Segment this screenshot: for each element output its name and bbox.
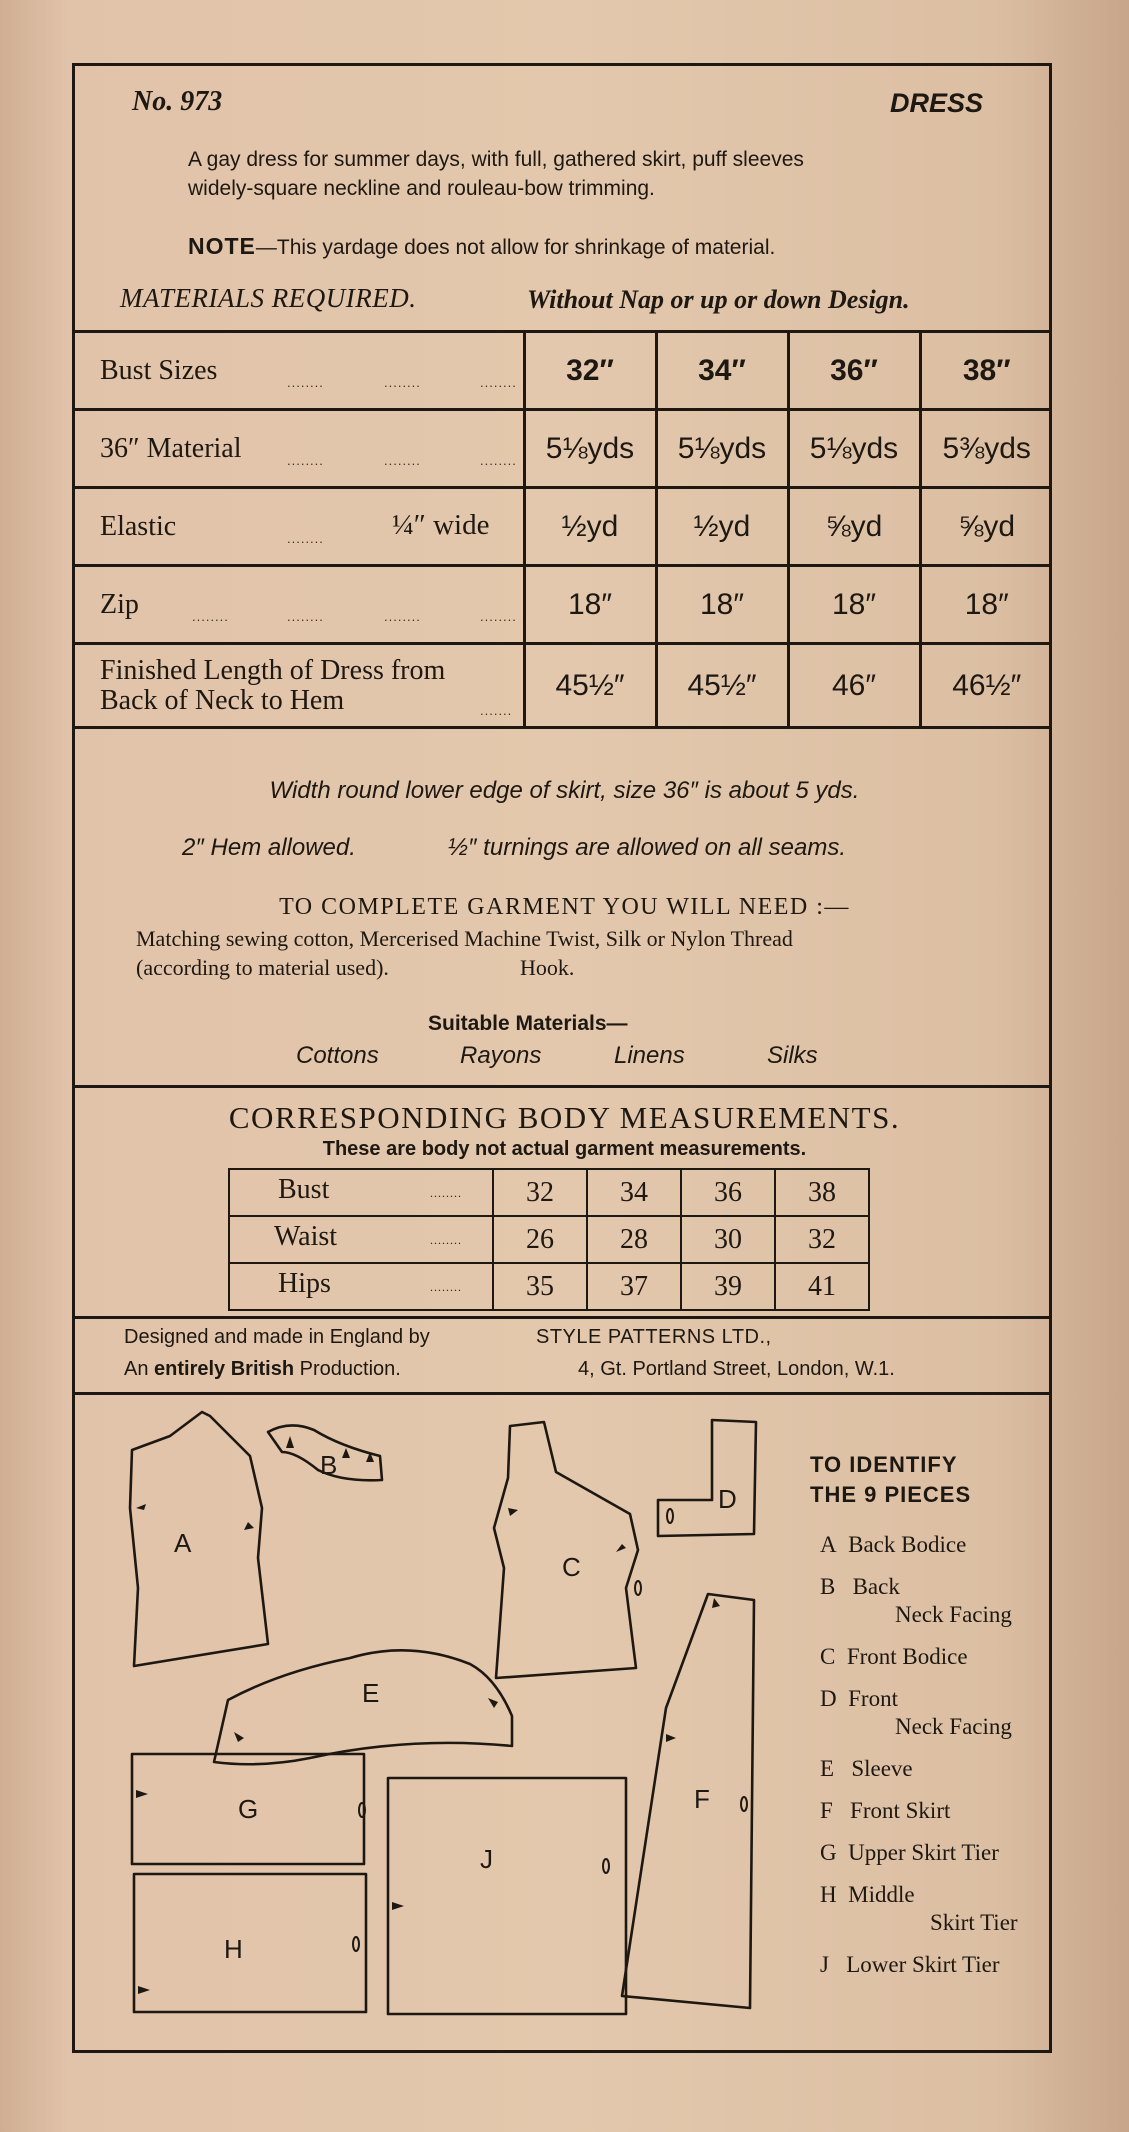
- piece-name-line-2: Neck Facing: [895, 1602, 1012, 1627]
- suitable-material-item: Linens: [614, 1042, 685, 1069]
- piece-label: E: [362, 1678, 380, 1708]
- piece-name: Back Bodice: [848, 1532, 967, 1557]
- grain-circle: [741, 1797, 747, 1811]
- hem-note: 2″ Hem allowed.: [182, 834, 356, 861]
- leader-dots: ........: [480, 453, 517, 468]
- table-cell: 5⅛yds: [656, 410, 788, 488]
- materials-subheading: Without Nap or up or down Design.: [527, 285, 910, 314]
- divider: [72, 1392, 1052, 1395]
- piece-a-outline: [130, 1412, 268, 1666]
- leader-dots: ........: [287, 531, 324, 546]
- piece-item: [820, 1686, 898, 1712]
- table-cell: 45½″: [524, 644, 656, 728]
- table-cell: 38: [775, 1169, 869, 1216]
- piece-name: Sleeve: [851, 1756, 913, 1781]
- table-cell: 46″: [788, 644, 920, 728]
- row-label: Elastic: [100, 511, 177, 542]
- piece-label: H: [224, 1934, 243, 1964]
- note: [188, 233, 775, 260]
- table-cell: 32: [493, 1169, 587, 1216]
- table-cell: 41: [775, 1263, 869, 1310]
- piece-item: [820, 1644, 968, 1670]
- table-cell: 37: [587, 1263, 681, 1310]
- table-cell: 34″: [656, 332, 788, 410]
- table-cell: 26: [493, 1216, 587, 1263]
- turnings-note: ½″ turnings are allowed on all seams.: [448, 834, 847, 861]
- pieces-heading-line-1: TO IDENTIFY: [810, 1452, 958, 1477]
- piece-letter: D: [820, 1686, 837, 1711]
- piece-letter: C: [820, 1644, 836, 1669]
- table-row: [72, 488, 1052, 566]
- piece-label: J: [480, 1844, 493, 1874]
- divider: [72, 1316, 1052, 1319]
- piece-item: [820, 1882, 915, 1908]
- piece-label: D: [718, 1484, 737, 1514]
- leader-dots: ........: [430, 1186, 462, 1200]
- body-measurements-subheading: These are body not actual garment measurements.: [322, 1138, 807, 1160]
- table-row: [72, 566, 1052, 644]
- row-label: Hips: [278, 1268, 331, 1299]
- piece-item: [820, 1532, 966, 1558]
- piece-letter: J: [820, 1952, 829, 1977]
- leader-dots: ........: [430, 1280, 462, 1294]
- skirt-width-note: Width round lower edge of skirt, size 36″ is about 5 yds.: [269, 777, 860, 804]
- piece-letter: G: [820, 1840, 837, 1865]
- row-label: Bust: [278, 1174, 330, 1205]
- table-cell: ½yd: [524, 488, 656, 566]
- grain-circle: [635, 1581, 641, 1595]
- pieces-heading-line-2: THE 9 PIECES: [810, 1482, 972, 1507]
- leader-dots: ........: [480, 375, 517, 390]
- complete-hook: Hook.: [520, 955, 575, 980]
- table-cell: 18″: [920, 566, 1052, 644]
- piece-label: A: [174, 1528, 192, 1558]
- piece-name-line-2: Skirt Tier: [930, 1910, 1018, 1935]
- table-cell: 36: [681, 1169, 775, 1216]
- table-cell: ⅝yd: [920, 488, 1052, 566]
- piece-name: Front: [848, 1686, 898, 1711]
- row-label-cell: [229, 1263, 493, 1310]
- table-cell: 32″: [524, 332, 656, 410]
- table-row: [72, 332, 1052, 410]
- piece-f-outline: [622, 1594, 754, 2008]
- body-measurements-table: [228, 1168, 870, 1311]
- note-label: NOTE: [188, 233, 256, 259]
- row-label: 36″ Material: [100, 433, 242, 464]
- production-post: Production.: [299, 1358, 401, 1380]
- table-cell: 5⅛yds: [524, 410, 656, 488]
- piece-letter: F: [820, 1798, 833, 1823]
- suitable-material-item: Rayons: [460, 1042, 542, 1069]
- piece-h-outline: [134, 1874, 366, 2012]
- complete-garment-heading: TO COMPLETE GARMENT YOU WILL NEED :—: [279, 894, 850, 920]
- row-label: Zip: [100, 589, 139, 620]
- table-row: [72, 410, 1052, 488]
- row-label: Waist: [274, 1221, 338, 1252]
- table-cell: 38″: [920, 332, 1052, 410]
- leader-dots: ........: [384, 375, 421, 390]
- table-cell: 34: [587, 1169, 681, 1216]
- company-address: 4, Gt. Portland Street, London, W.1.: [578, 1358, 895, 1380]
- piece-name-line-2: Neck Facing: [895, 1714, 1012, 1739]
- materials-table: [72, 330, 1052, 729]
- piece-name: Front Bodice: [846, 1644, 968, 1669]
- complete-line-2: (according to material used).: [136, 955, 389, 980]
- row-label-cell: [72, 566, 524, 644]
- grain-circle: [353, 1937, 359, 1951]
- table-row: [229, 1263, 869, 1310]
- pattern-pieces-diagram: [110, 1408, 770, 2038]
- table-cell: 18″: [788, 566, 920, 644]
- table-cell: 39: [681, 1263, 775, 1310]
- row-label-line-2: Back of Neck to Hem: [100, 685, 345, 716]
- row-label-cell: [72, 644, 524, 728]
- table-cell: 28: [587, 1216, 681, 1263]
- table-row: [72, 644, 1052, 728]
- piece-label: G: [238, 1794, 259, 1824]
- leader-dots: ........: [287, 453, 324, 468]
- suitable-materials-heading: Suitable Materials—: [428, 1012, 628, 1035]
- piece-label: F: [694, 1784, 710, 1814]
- table-cell: 5⅛yds: [788, 410, 920, 488]
- elastic-width: ¼″ wide: [392, 509, 490, 541]
- leader-dots: .......: [480, 703, 513, 718]
- note-text: —This yardage does not allow for shrinkage of material.: [255, 236, 776, 259]
- production-line: [124, 1358, 401, 1381]
- designed-line: Designed and made in England by: [124, 1326, 430, 1348]
- row-label-cell: [229, 1169, 493, 1216]
- complete-line-1: Matching sewing cotton, Mercerised Machine Twist, Silk or Nylon Thread: [136, 926, 793, 951]
- piece-letter: B: [820, 1574, 836, 1599]
- piece-letter: H: [820, 1882, 837, 1907]
- table-cell: 35: [493, 1263, 587, 1310]
- table-cell: ½yd: [656, 488, 788, 566]
- table-cell: ⅝yd: [788, 488, 920, 566]
- row-label: Bust Sizes: [100, 355, 218, 386]
- table-cell: 45½″: [656, 644, 788, 728]
- leader-dots: ........: [384, 453, 421, 468]
- row-label-cell: [72, 410, 524, 488]
- piece-item: [820, 1840, 999, 1866]
- row-label-cell: [229, 1216, 493, 1263]
- table-row: [229, 1216, 869, 1263]
- leader-dots: ........: [192, 609, 229, 624]
- description-line-2: widely-square neckline and rouleau-bow trimming.: [188, 177, 655, 200]
- piece-name: Front Skirt: [850, 1798, 951, 1823]
- grain-circle: [359, 1803, 365, 1817]
- suitable-material-item: Cottons: [296, 1042, 379, 1069]
- grain-circle: [603, 1859, 609, 1873]
- table-row: [229, 1169, 869, 1216]
- table-cell: 18″: [524, 566, 656, 644]
- pattern-number: No. 973: [132, 86, 223, 117]
- row-label: Finished Length of Dress from: [100, 655, 446, 686]
- piece-label: B: [320, 1450, 338, 1480]
- piece-item: [820, 1574, 900, 1600]
- table-cell: 18″: [656, 566, 788, 644]
- company-name: STYLE PATTERNS LTD.,: [536, 1326, 772, 1348]
- table-cell: 32: [775, 1216, 869, 1263]
- piece-letter: A: [820, 1532, 837, 1557]
- piece-name: Back: [852, 1574, 900, 1599]
- leader-dots: ........: [384, 609, 421, 624]
- piece-letter: E: [820, 1756, 835, 1781]
- leader-dots: ........: [480, 609, 517, 624]
- piece-name: Middle: [848, 1882, 915, 1907]
- leader-dots: ........: [287, 609, 324, 624]
- divider: [72, 1085, 1052, 1088]
- materials-heading: MATERIALS REQUIRED.: [120, 283, 417, 313]
- description-line-1: A gay dress for summer days, with full, gathered skirt, puff sleeves: [188, 148, 804, 171]
- body-measurements-heading: CORRESPONDING BODY MEASUREMENTS.: [228, 1100, 901, 1135]
- piece-name: Lower Skirt Tier: [846, 1952, 1000, 1977]
- row-label-cell: [72, 488, 524, 566]
- table-cell: 36″: [788, 332, 920, 410]
- suitable-material-item: Silks: [767, 1042, 818, 1069]
- row-label-cell: [72, 332, 524, 410]
- table-cell: 30: [681, 1216, 775, 1263]
- piece-name: Upper Skirt Tier: [848, 1840, 999, 1865]
- leader-dots: ........: [287, 375, 324, 390]
- piece-c-outline: [494, 1422, 638, 1678]
- table-cell: 5⅜yds: [920, 410, 1052, 488]
- piece-item: [820, 1798, 950, 1824]
- piece-item: [820, 1756, 913, 1782]
- piece-label: C: [562, 1552, 581, 1582]
- leader-dots: ........: [430, 1233, 462, 1247]
- piece-item: [820, 1952, 1000, 1978]
- production-bold: entirely British: [154, 1358, 295, 1380]
- table-cell: 46½″: [920, 644, 1052, 728]
- garment-type: DRESS: [890, 88, 984, 118]
- production-pre: An: [124, 1358, 149, 1380]
- grain-circle: [667, 1509, 673, 1523]
- piece-j-outline: [388, 1778, 626, 2014]
